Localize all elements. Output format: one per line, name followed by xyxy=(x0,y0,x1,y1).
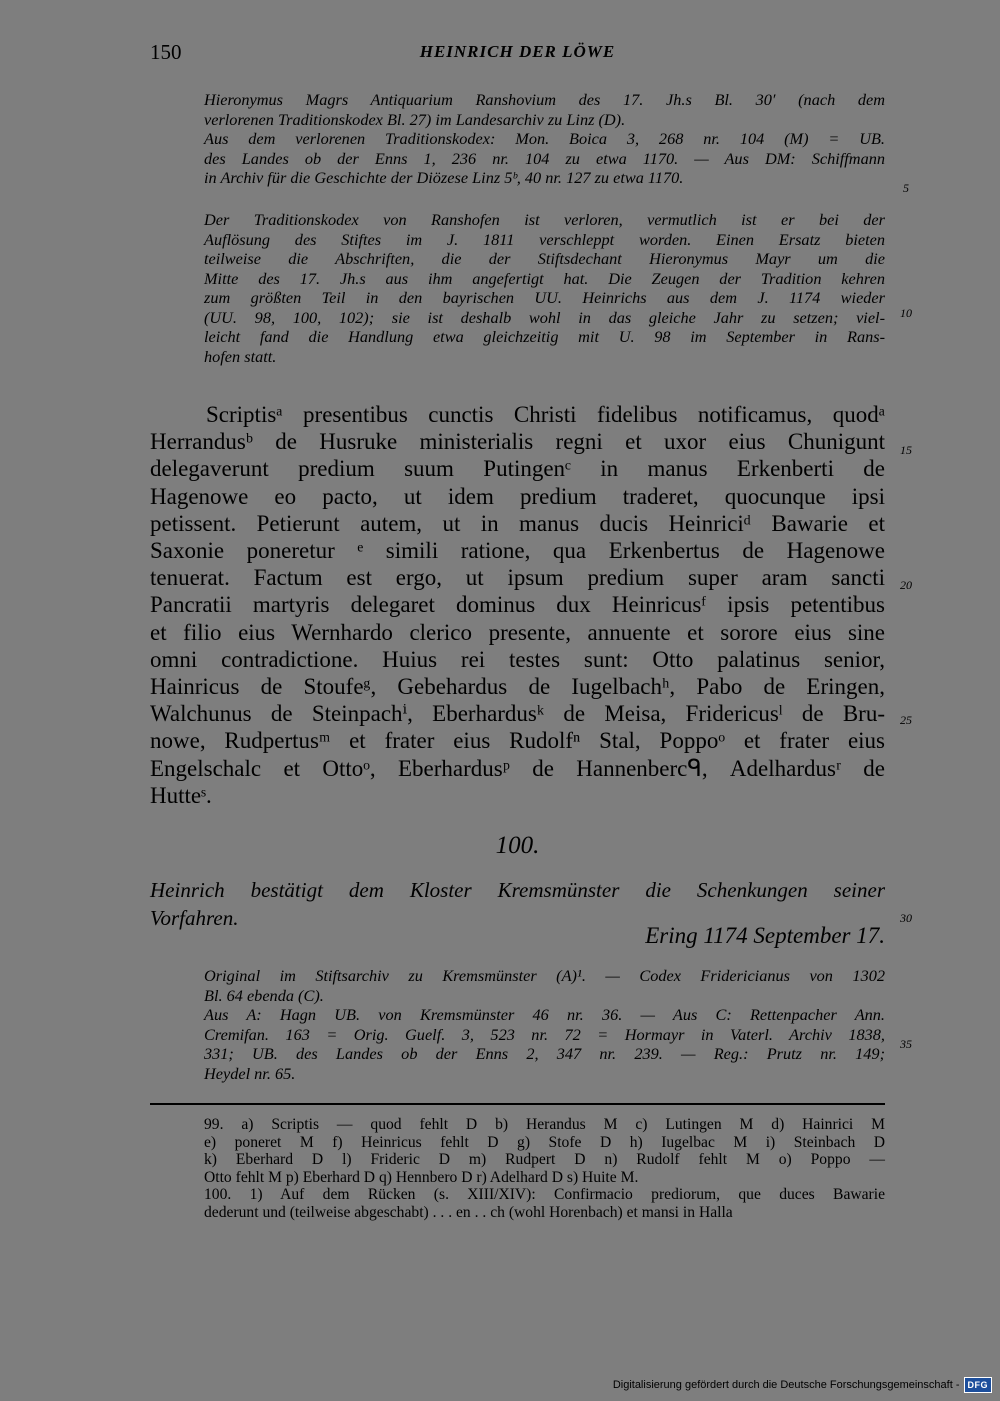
credit-text: Digitalisierung gefördert durch die Deutsche Forschungsgemeinschaft - xyxy=(612,1379,960,1391)
text-line: Mitte des 17. Jh.s aus ihm angefertigt hat. Die Zeugen der Tradition kehren xyxy=(204,268,885,288)
text-line: Cremifan. 163 = Orig. Guelf. 3, 523 nr. 72 = Hormayr in Vaterl. Archiv 1838, xyxy=(204,1024,885,1044)
footnote-line: dederunt und (teilweise abgeschabt) . . . en . . ch (wohl Horenbach) et mansi in Halla xyxy=(204,1203,733,1221)
text-line: Der Traditionskodex von Ranshofen ist verloren, vermutlich ist er bei der xyxy=(204,210,885,229)
text-line: (UU. 98, 100, 102); sie ist deshalb wohl in das gleiche Jahr zu setzen; viel- xyxy=(204,307,885,327)
text-line: Saxonie poneretur ᵉ simili ratione, qua Erkenbertus de Hagenowe xyxy=(150,538,885,564)
text-line: Hainricus de Stoufeᵍ, Gebehardus de Iugelbachʰ, Pabo de Eringen, xyxy=(150,674,885,700)
text-line: des Landes ob der Enns 1, 236 nr. 104 zu etwa 1170. — Aus DM: Schiffmann xyxy=(204,148,885,168)
document-date: Ering 1174 September 17. xyxy=(645,923,885,948)
text-line: omni contradictione. Huius rei testes sunt: Otto palatinus senior, xyxy=(150,646,885,672)
dfg-logo-icon: DFG xyxy=(964,1377,993,1393)
margin-line-number: 25 xyxy=(900,713,912,727)
intro-commentary xyxy=(204,210,885,366)
charter-text xyxy=(150,401,885,809)
footnote-line: k) Eberhard D l) Frideric D m) Rudpert D n) Rudolf fehlt M o) Poppo — xyxy=(204,1151,885,1168)
footnote-divider xyxy=(150,1103,885,1105)
page-header xyxy=(150,40,885,70)
document-title-line: Heinrich bestätigt dem Kloster Kremsmünster die Schenkungen seiner xyxy=(150,878,885,902)
margin-line-number: 35 xyxy=(900,1037,912,1051)
text-line: Engelschalc et Ottoᵒ, Eberhardusᵖ de Hannenbercᑫ, Adelhardusʳ de xyxy=(150,755,885,781)
text-line: Herrandusᵇ de Husruke ministerialis regni et uxor eius Chunigunt xyxy=(150,429,885,455)
footnote-line: 100. 1) Auf dem Rücken (s. XIII/XIV): Confirmacio prediorum, que duces Bawarie xyxy=(204,1186,885,1203)
text-line: petissent. Petierunt autem, ut in manus ducis Heinriciᵈ Bawarie et xyxy=(150,510,885,536)
text-line: Aus dem verlorenen Traditionskodex: Mon. Boica 3, 268 nr. 104 (M) = UB. xyxy=(204,129,885,148)
text-line: Scriptisᵃ presentibus cunctis Christi fidelibus notificamus, quodᵃ xyxy=(206,402,885,427)
text-line: zum größten Teil in den bayrischen UU. Heinrichs aus dem J. 1174 wieder xyxy=(204,288,885,307)
margin-line-number: 5 xyxy=(903,181,909,195)
document-title-line: Vorfahren. xyxy=(150,906,239,930)
document-sources xyxy=(204,966,885,1083)
text-line: tenuerat. Factum est ergo, ut ipsum predium super aram sancti xyxy=(150,565,885,591)
text-line: Hutteˢ. xyxy=(150,782,212,808)
text-line: Auflösung des Stiftes im J. 1811 verschleppt worden. Einen Ersatz bieten xyxy=(204,229,885,249)
margin-line-number: 10 xyxy=(900,306,912,320)
text-line: Pancratii martyris delegaret dominus dux Heinricusᶠ ipsis petentibus xyxy=(150,592,885,618)
text-line: hofen statt. xyxy=(204,346,277,366)
footnote-line: e) poneret M f) Heinricus fehlt D g) Stofe D h) Iugelbac M i) Steinbach D xyxy=(204,1133,885,1151)
footnote-line: 99. a) Scriptis — quod fehlt D b) Herandus M c) Lutingen M d) Hainrici M xyxy=(204,1116,885,1133)
digitization-credit xyxy=(613,1377,992,1393)
text-line: Original im Stiftsarchiv zu Kremsmünster (A)¹. — Codex Fridericianus von 1302 xyxy=(204,966,885,985)
margin-line-number: 30 xyxy=(900,911,912,925)
margin-line-number: 15 xyxy=(900,443,912,457)
text-line: 331; UB. des Landes ob der Enns 2, 347 nr. 239. — Reg.: Prutz nr. 149; xyxy=(204,1044,885,1063)
text-line: teilweise die Abschriften, die der Stiftsdechant Hieronymus Mayr um die xyxy=(204,249,885,268)
text-line: verlorenen Traditionskodex Bl. 27) im Landesarchiv zu Linz (D). xyxy=(204,109,626,129)
text-line: Walchunus de Steinpachⁱ, Eberhardusᵏ de Meisa, Fridericusˡ de Bru- xyxy=(150,701,885,727)
text-line: Heydel nr. 65. xyxy=(204,1063,296,1083)
footnotes xyxy=(204,1116,885,1221)
text-line: leicht fand die Handlung etwa gleichzeitig mit U. 98 im September in Rans- xyxy=(204,327,885,346)
running-title: HEINRICH DER LÖWE xyxy=(419,42,616,61)
document-number: 100. xyxy=(495,832,540,859)
text-line: Aus A: Hagn UB. von Kremsmünster 46 nr. 36. — Aus C: Rettenpacher Ann. xyxy=(204,1005,885,1024)
text-line: delegaverunt predium suum Putingenᶜ in manus Erkenberti de xyxy=(150,456,885,482)
text-line: Hagenowe eo pacto, ut idem predium traderet, quocunque ipsi xyxy=(150,483,885,509)
margin-line-number: 20 xyxy=(900,578,912,592)
text-line: Bl. 64 ebenda (C). xyxy=(204,985,324,1005)
text-line: nowe, Rudpertusᵐ et frater eius Rudolfⁿ Stal, Poppoᵒ et frater eius xyxy=(150,728,885,754)
text-line: in Archiv für die Geschichte der Diözese Linz 5ᵇ, 40 nr. 127 zu etwa 1170. xyxy=(204,168,684,187)
footnote-line: Otto fehlt M p) Eberhard D q) Hennbero D r) Adelhard D s) Huite M. xyxy=(204,1168,639,1186)
page-number: 150 xyxy=(150,40,182,64)
intro-sources xyxy=(204,90,885,188)
text-line: et filio eius Wernhardo clerico presente, annuente et sorore eius sine xyxy=(150,619,885,645)
text-line: Hieronymus Magrs Antiquarium Ranshovium des 17. Jh.s Bl. 30′ (nach dem xyxy=(204,90,885,109)
